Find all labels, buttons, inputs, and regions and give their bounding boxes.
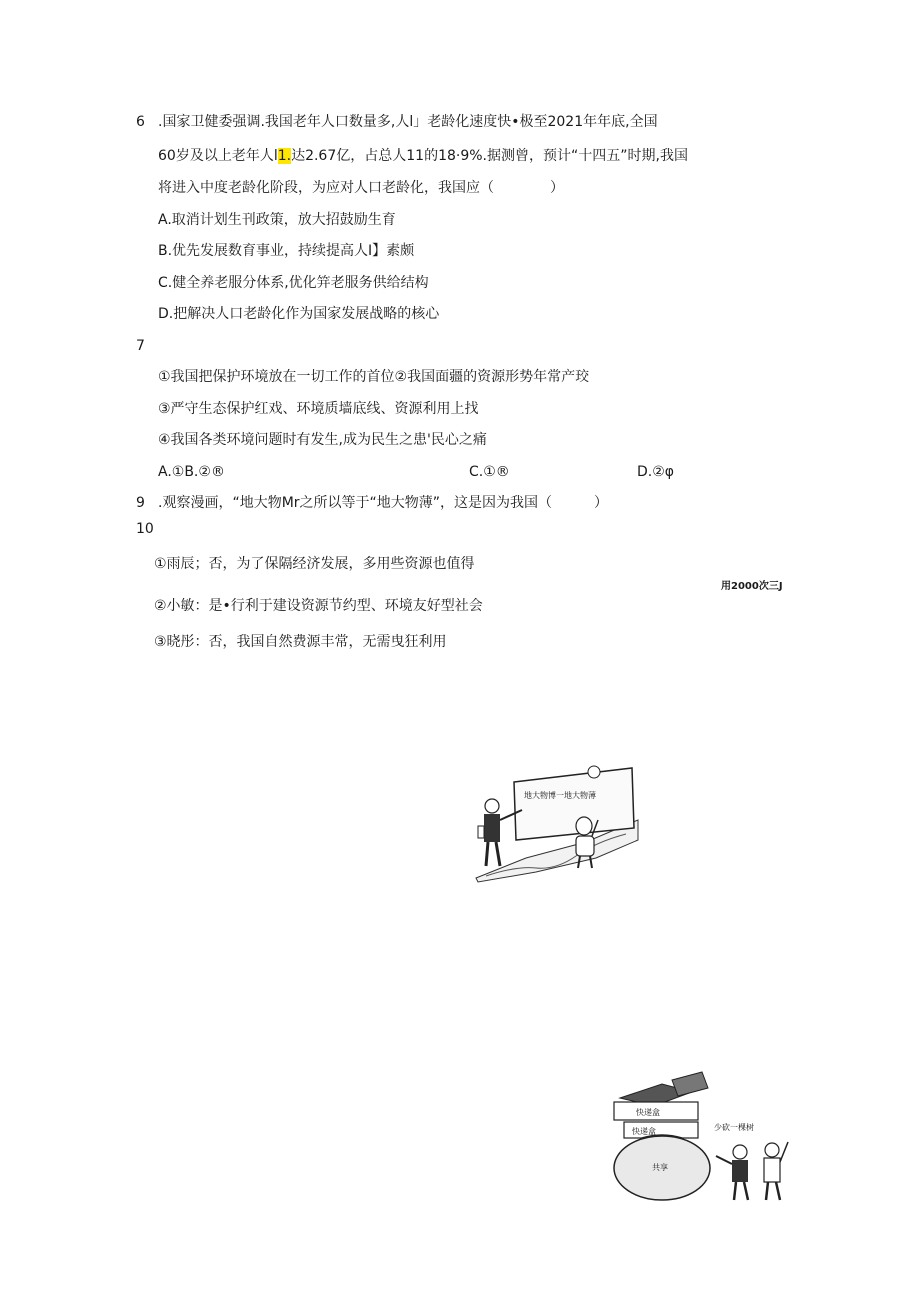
cartoon-land-resources bbox=[466, 740, 662, 884]
sign-text: 地大物博一地大物薄 bbox=[524, 791, 596, 800]
question-10-item-3: ③晓彤：否，我国自然费源丰常，无需曳狂利用 bbox=[154, 634, 447, 650]
question-6-number: 6 bbox=[136, 114, 145, 130]
question-9-number: 9 bbox=[136, 495, 145, 511]
question-6-option-d: D.把解决人口老龄化作为国家发展战略的核心 bbox=[158, 306, 440, 322]
question-6-stem-line3: 将进入中度老龄化阶段，为应对人口老龄化，我国应（ ） bbox=[158, 180, 564, 196]
question-6-option-a: A.取消计划生刊政策，放大招鼓励生育 bbox=[158, 212, 396, 228]
question-10-item-1: ①雨辰；否，为了保隔经济发展，多用些资源也值得 bbox=[154, 556, 475, 572]
question-7-item-1: ①我国把保护环境放在一切工作的首位②我国面疆的资源形势年常产珓 bbox=[158, 369, 590, 385]
speech-text: 少砍一棵树 bbox=[714, 1123, 754, 1132]
question-6-stem-line1: .国家卫健委强调.我国老年人口数量多,人l」老龄化速度快•极至2021年年底,全国 bbox=[158, 114, 658, 130]
cartoon-delivery-boxes bbox=[592, 1058, 802, 1206]
side-note: 用2000次三J bbox=[721, 581, 783, 592]
box-top-label: 快递盒 bbox=[636, 1108, 660, 1117]
stem-text: 60岁及以上老年人l bbox=[158, 148, 278, 164]
cartoon-illustration bbox=[466, 740, 662, 884]
question-7-number: 7 bbox=[136, 338, 145, 354]
question-7-item-3: ④我国各类环境问题时有发生,成为民生之患'民心之痛 bbox=[158, 432, 487, 448]
question-9-stem: .观察漫画，“地大物Mr之所以等于“地大物薄”，这是因为我国（ ） bbox=[158, 495, 609, 511]
box-label: 快递盒 bbox=[632, 1127, 656, 1136]
question-6-option-c: C.健全养老服分体系,优化笄老服务供给结构 bbox=[158, 275, 429, 291]
question-7-item-2: ③严守生态保护红戏、环境质墙底线、资源利用上找 bbox=[158, 401, 479, 417]
question-6-option-b: B.优先发展数育事业，持续提高人I】素颇 bbox=[158, 243, 415, 259]
question-7-option-c: C.①® bbox=[469, 464, 510, 480]
bag-label: 共享 bbox=[652, 1163, 668, 1172]
question-6-stem-line2 bbox=[158, 147, 688, 165]
stem-text: 达2.67亿，占总人11的18·9%.据测曾，预计“十四五”时期,我国 bbox=[291, 148, 688, 164]
highlighted-text: 1. bbox=[277, 148, 292, 164]
question-7-option-d: D.②φ bbox=[637, 464, 675, 480]
cartoon-illustration bbox=[592, 1058, 802, 1206]
question-10-number: 10 bbox=[136, 521, 154, 537]
question-7-option-ab: A.①B.②® bbox=[158, 464, 225, 480]
question-10-item-2: ②小敏：是•行利于建设资源节约型、环境友好型社会 bbox=[154, 598, 483, 614]
